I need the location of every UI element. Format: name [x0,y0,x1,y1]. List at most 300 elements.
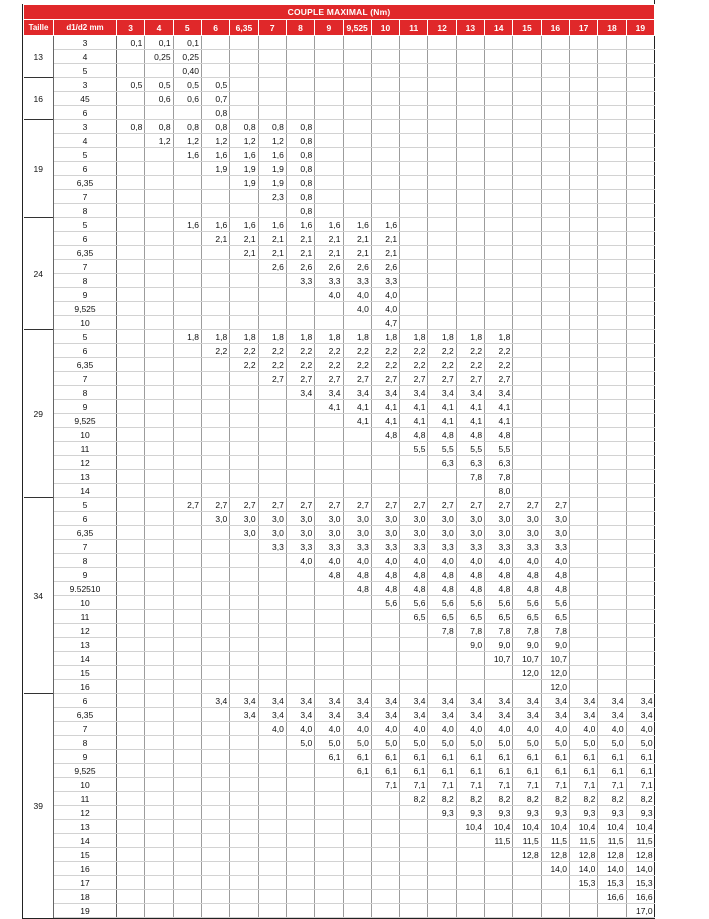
torque-value-cell [371,862,399,876]
torque-value-cell [145,638,173,652]
torque-value-cell [145,442,173,456]
table-row [24,526,655,540]
torque-value-cell: 4,8 [456,582,484,596]
torque-value-cell [598,78,626,92]
torque-value-cell [286,442,314,456]
torque-value-cell: 4,8 [456,568,484,582]
torque-value-cell [286,666,314,680]
torque-value-cell [598,344,626,358]
torque-value-cell: 11,5 [570,834,598,848]
torque-value-cell [456,232,484,246]
torque-value-cell [456,190,484,204]
torque-value-cell [485,120,513,134]
torque-value-cell [570,638,598,652]
torque-value-cell: 9,0 [513,638,541,652]
torque-value-cell [400,456,428,470]
torque-value-cell [201,862,229,876]
diameter-cell: 5 [54,498,117,512]
torque-value-cell [570,36,598,50]
torque-value-cell [173,862,201,876]
torque-value-cell [145,372,173,386]
torque-value-cell [343,596,371,610]
torque-value-cell [230,470,258,484]
torque-value-cell [173,484,201,498]
torque-value-cell: 6,5 [541,610,569,624]
torque-value-cell: 5,0 [456,736,484,750]
diameter-cell: 8 [54,736,117,750]
torque-value-cell: 4,0 [541,722,569,736]
torque-value-cell: 2,2 [371,344,399,358]
torque-value-cell: 4,8 [371,428,399,442]
torque-value-cell [173,470,201,484]
torque-value-cell: 7,8 [513,624,541,638]
torque-value-cell: 5,5 [428,442,456,456]
torque-value-cell [201,680,229,694]
torque-value-cell: 9,3 [428,806,456,820]
torque-value-cell [315,428,343,442]
torque-value-cell [513,344,541,358]
diameter-cell: 12 [54,456,117,470]
torque-value-cell [343,904,371,918]
torque-value-cell [117,834,145,848]
torque-value-cell [201,400,229,414]
torque-value-cell [541,204,569,218]
torque-value-cell [598,540,626,554]
torque-value-cell [570,162,598,176]
column-header: 3 [117,20,145,36]
torque-value-cell: 3,3 [286,540,314,554]
diameter-cell: 15 [54,666,117,680]
torque-value-cell: 5,6 [400,596,428,610]
torque-value-cell: 3,0 [201,512,229,526]
torque-value-cell: 3,3 [315,274,343,288]
torque-value-cell [343,106,371,120]
table-row [24,498,655,512]
torque-value-cell [117,288,145,302]
torque-value-cell: 2,6 [371,260,399,274]
torque-value-cell: 3,4 [513,708,541,722]
torque-value-cell [173,890,201,904]
torque-value-cell [598,498,626,512]
torque-value-cell: 1,8 [230,330,258,344]
torque-value-cell [598,288,626,302]
torque-value-cell [485,302,513,316]
torque-value-cell: 4,0 [400,722,428,736]
torque-value-cell [230,106,258,120]
torque-value-cell [428,470,456,484]
torque-value-cell: 4,0 [485,554,513,568]
torque-value-cell [428,148,456,162]
torque-value-cell: 4,8 [485,568,513,582]
column-header: 7 [258,20,286,36]
column-header: 17 [570,20,598,36]
torque-value-cell: 4,0 [258,722,286,736]
torque-value-cell [400,834,428,848]
torque-value-cell [201,708,229,722]
table-row [24,302,655,316]
torque-value-cell [570,190,598,204]
diameter-cell: 15 [54,848,117,862]
torque-value-cell [201,750,229,764]
torque-value-cell [315,176,343,190]
torque-value-cell: 0,8 [286,176,314,190]
diameter-cell: 11 [54,442,117,456]
torque-value-cell: 2,2 [485,344,513,358]
torque-value-cell [173,722,201,736]
torque-value-cell [598,638,626,652]
torque-value-cell: 3,0 [343,512,371,526]
torque-value-cell [315,414,343,428]
torque-value-cell [626,358,654,372]
torque-value-cell: 4,0 [371,288,399,302]
torque-value-cell: 0,8 [286,204,314,218]
torque-value-cell [258,862,286,876]
torque-value-cell: 10,7 [513,652,541,666]
torque-value-cell [286,624,314,638]
torque-value-cell [173,456,201,470]
torque-value-cell [173,176,201,190]
diameter-cell: 7 [54,372,117,386]
torque-value-cell: 6,3 [456,456,484,470]
torque-value-cell [315,624,343,638]
torque-value-cell [456,260,484,274]
torque-value-cell [428,834,456,848]
torque-value-cell [230,36,258,50]
table-row [24,890,655,904]
torque-value-cell [400,64,428,78]
torque-value-cell: 3,3 [343,540,371,554]
torque-value-cell: 3,4 [485,386,513,400]
torque-value-cell [513,890,541,904]
table-row [24,204,655,218]
torque-value-cell [343,792,371,806]
torque-value-cell [315,638,343,652]
torque-value-cell: 8,2 [541,792,569,806]
torque-value-cell [201,358,229,372]
torque-value-cell [201,806,229,820]
torque-value-cell: 8,2 [485,792,513,806]
torque-value-cell [598,568,626,582]
torque-value-cell [626,442,654,456]
torque-value-cell [541,470,569,484]
torque-value-cell [400,652,428,666]
torque-value-cell: 3,4 [570,694,598,708]
torque-value-cell: 12,8 [513,848,541,862]
torque-value-cell [258,554,286,568]
torque-value-cell [145,624,173,638]
torque-value-cell: 0,8 [286,120,314,134]
torque-value-cell [145,736,173,750]
torque-value-cell [485,246,513,260]
diameter-cell: 6,35 [54,708,117,722]
torque-value-cell [598,428,626,442]
torque-value-cell: 3,4 [258,708,286,722]
torque-value-cell: 6,1 [456,750,484,764]
torque-value-cell [598,470,626,484]
torque-value-cell: 2,1 [230,246,258,260]
torque-value-cell [117,694,145,708]
torque-value-cell [570,260,598,274]
torque-value-cell [117,204,145,218]
torque-value-cell [117,596,145,610]
torque-value-cell [117,820,145,834]
torque-value-cell [541,120,569,134]
torque-value-cell: 4,0 [371,302,399,316]
torque-value-cell: 6,1 [456,764,484,778]
torque-value-cell [428,134,456,148]
torque-value-cell [258,470,286,484]
torque-value-cell: 3,3 [286,274,314,288]
diameter-cell: 5 [54,330,117,344]
torque-value-cell: 2,2 [230,358,258,372]
torque-value-cell [456,120,484,134]
torque-value-cell [400,148,428,162]
torque-value-cell: 4,8 [485,582,513,596]
torque-value-cell [371,904,399,918]
table-row [24,106,655,120]
torque-value-cell [145,316,173,330]
size-cell: 29 [24,330,54,498]
torque-value-cell [201,50,229,64]
table-title-row [24,5,655,20]
torque-value-cell [570,428,598,442]
torque-value-cell: 3,0 [315,512,343,526]
torque-value-cell [286,792,314,806]
torque-value-cell [626,134,654,148]
torque-value-cell [117,358,145,372]
torque-value-cell: 4,0 [315,554,343,568]
torque-value-cell: 3,4 [343,694,371,708]
torque-value-cell: 1,8 [315,330,343,344]
torque-value-cell [201,736,229,750]
torque-value-cell [570,120,598,134]
torque-value-cell: 1,8 [286,330,314,344]
diameter-cell: 6,35 [54,176,117,190]
torque-value-cell [343,638,371,652]
torque-value-cell [456,246,484,260]
torque-value-cell: 4,0 [371,722,399,736]
torque-value-cell [570,456,598,470]
torque-value-cell [258,666,286,680]
torque-value-cell: 6,1 [485,750,513,764]
torque-value-cell [230,582,258,596]
torque-value-cell: 2,1 [343,246,371,260]
torque-value-cell [145,582,173,596]
torque-value-cell: 2,3 [258,190,286,204]
table-row [24,372,655,386]
torque-value-cell [428,232,456,246]
torque-value-cell: 2,2 [230,344,258,358]
torque-value-cell [541,64,569,78]
torque-value-cell [117,890,145,904]
torque-value-cell: 3,3 [371,540,399,554]
torque-value-cell [258,64,286,78]
torque-value-cell [315,50,343,64]
torque-value-cell [626,372,654,386]
torque-value-cell [343,78,371,92]
torque-value-cell: 5,6 [456,596,484,610]
torque-value-cell [230,372,258,386]
torque-value-cell [371,610,399,624]
torque-value-cell: 2,7 [400,498,428,512]
table-row [24,120,655,134]
torque-value-cell: 3,4 [570,708,598,722]
torque-value-cell [117,176,145,190]
torque-value-cell: 15,3 [626,876,654,890]
table-title: COUPLE MAXIMAL (Nm) [24,5,655,20]
torque-value-cell: 10,4 [485,820,513,834]
torque-value-cell [117,50,145,64]
torque-value-cell [173,652,201,666]
table-row [24,162,655,176]
torque-value-cell [173,386,201,400]
torque-value-cell: 5,5 [485,442,513,456]
torque-value-cell [513,484,541,498]
torque-value-cell [343,204,371,218]
torque-value-cell [400,50,428,64]
torque-value-cell [230,50,258,64]
torque-value-cell [513,176,541,190]
torque-value-cell: 0,8 [286,134,314,148]
torque-value-cell: 5,0 [513,736,541,750]
torque-value-cell [145,610,173,624]
torque-value-cell: 3,4 [456,386,484,400]
torque-value-cell [456,666,484,680]
torque-value-cell [343,666,371,680]
torque-value-cell [570,148,598,162]
torque-value-cell [173,904,201,918]
torque-value-cell: 6,1 [541,750,569,764]
torque-value-cell [145,666,173,680]
torque-value-cell: 8,2 [428,792,456,806]
torque-value-cell [230,764,258,778]
table-row [24,78,655,92]
torque-value-cell [626,526,654,540]
diameter-cell: 14 [54,834,117,848]
torque-value-cell [626,554,654,568]
torque-value-cell [485,64,513,78]
torque-value-cell [343,120,371,134]
torque-value-cell [315,610,343,624]
torque-value-cell: 1,9 [230,162,258,176]
torque-value-cell [117,134,145,148]
torque-value-cell [201,582,229,596]
torque-value-cell [400,470,428,484]
torque-value-cell: 4,0 [570,722,598,736]
diameter-cell: 45 [54,92,117,106]
torque-value-cell [428,652,456,666]
column-header: 15 [513,20,541,36]
torque-value-cell [173,806,201,820]
torque-value-cell: 10,4 [513,820,541,834]
torque-value-cell [230,400,258,414]
torque-value-cell [541,904,569,918]
torque-value-cell: 6,1 [485,764,513,778]
torque-value-cell [371,50,399,64]
torque-value-cell [230,806,258,820]
torque-value-cell [286,316,314,330]
torque-value-cell: 4,8 [513,582,541,596]
torque-value-cell [173,190,201,204]
torque-value-cell: 2,2 [258,358,286,372]
torque-value-cell: 2,1 [286,232,314,246]
torque-value-cell: 1,6 [371,218,399,232]
torque-value-cell [258,792,286,806]
torque-value-cell [258,568,286,582]
torque-value-cell [173,414,201,428]
torque-value-cell [315,162,343,176]
torque-value-cell [541,106,569,120]
torque-value-cell [485,316,513,330]
torque-value-cell [626,498,654,512]
torque-value-cell [598,652,626,666]
torque-value-cell: 2,7 [173,498,201,512]
torque-value-cell: 5,0 [626,736,654,750]
torque-value-cell [315,862,343,876]
torque-value-cell [201,554,229,568]
torque-value-cell: 7,1 [541,778,569,792]
torque-value-cell [201,64,229,78]
torque-value-cell: 5,0 [541,736,569,750]
torque-value-cell [570,904,598,918]
torque-value-cell: 7,8 [456,470,484,484]
torque-value-cell: 17,0 [626,904,654,918]
torque-value-cell [428,862,456,876]
torque-value-cell [315,64,343,78]
torque-value-cell [173,526,201,540]
torque-value-cell [201,778,229,792]
torque-value-cell [201,834,229,848]
torque-value-cell [513,876,541,890]
torque-value-cell: 5,6 [371,596,399,610]
torque-value-cell [286,680,314,694]
torque-value-cell: 3,4 [485,708,513,722]
torque-value-cell [343,148,371,162]
torque-value-cell [400,190,428,204]
torque-value-cell [456,162,484,176]
torque-value-cell: 2,2 [201,344,229,358]
torque-value-cell [400,302,428,316]
torque-value-cell [598,36,626,50]
torque-value-cell: 1,8 [173,330,201,344]
torque-value-cell: 2,6 [258,260,286,274]
torque-value-cell [371,92,399,106]
torque-value-cell [258,848,286,862]
table-body [24,36,655,918]
diameter-cell: 9,525 [54,414,117,428]
torque-value-cell [456,288,484,302]
torque-value-cell [145,792,173,806]
torque-value-cell [428,218,456,232]
torque-value-cell [145,554,173,568]
torque-value-cell: 3,4 [598,694,626,708]
torque-value-cell: 6,1 [626,764,654,778]
torque-value-cell [286,484,314,498]
torque-value-cell [145,820,173,834]
torque-value-cell [117,554,145,568]
torque-value-cell [258,736,286,750]
torque-value-cell [258,204,286,218]
diameter-cell: 5 [54,64,117,78]
torque-value-cell [598,526,626,540]
torque-value-cell [541,218,569,232]
torque-value-cell [598,442,626,456]
column-header: 18 [598,20,626,36]
torque-value-cell [201,414,229,428]
torque-value-cell [570,414,598,428]
torque-value-cell [626,428,654,442]
torque-value-cell [626,512,654,526]
